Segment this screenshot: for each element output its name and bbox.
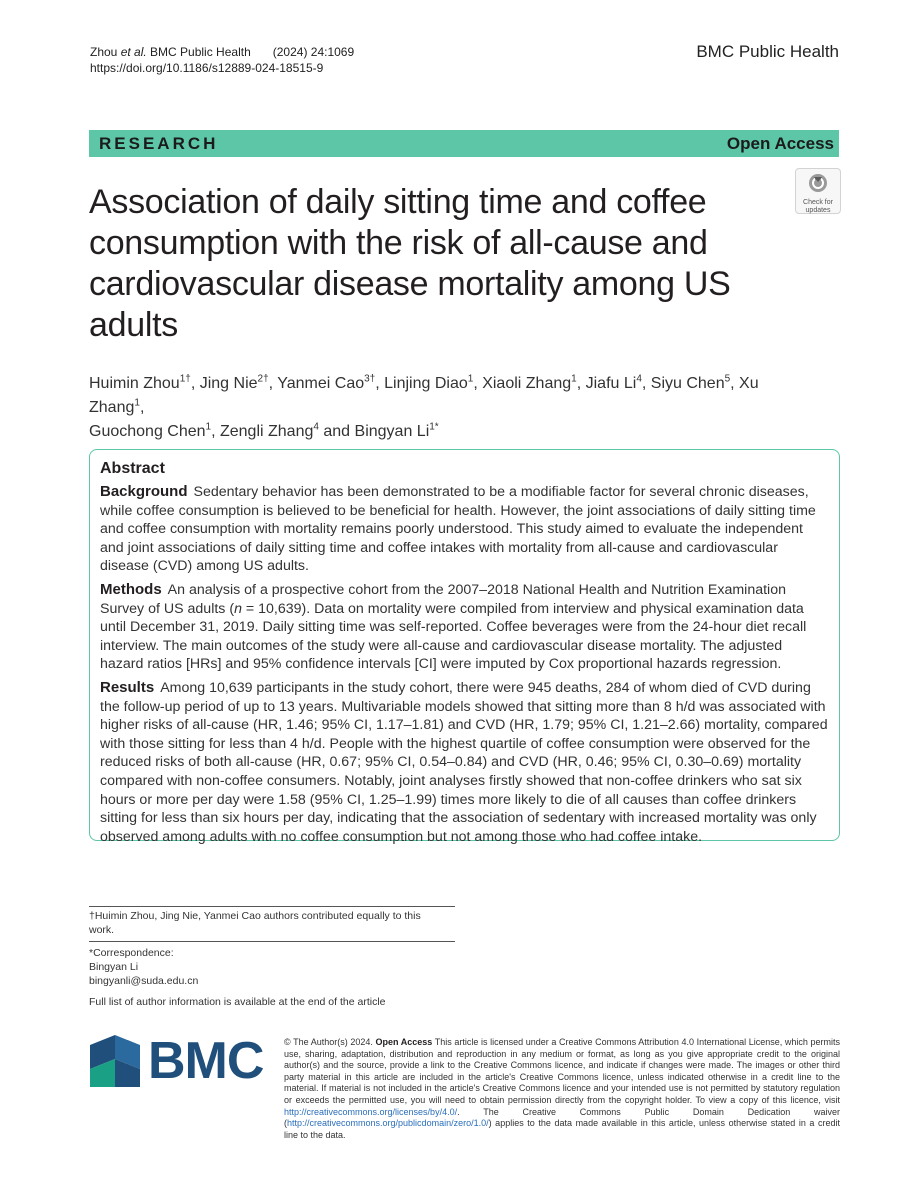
equal-contribution-note: †Huimin Zhou, Jing Nie, Yanmei Cao authors contributed equally to this work. [89, 910, 421, 936]
methods-text-1: An analysis of a prospective cohort from the 2007–2018 National Health and Nutrition Examination Survey of US adults ( [100, 581, 786, 617]
author-name: Bingyan Li [354, 423, 430, 440]
bmc-wordmark: BMC [148, 1032, 264, 1090]
author-affiliation: 4 [636, 373, 642, 385]
check-updates-icon [808, 173, 828, 193]
author-name: Yanmei Cao [277, 375, 365, 392]
article-title: Association of daily sitting time and coffee consumption with the risk of all-cause and cardiovascular disease mortality among US adults [89, 183, 731, 344]
results-label: Results [100, 678, 155, 696]
abstract-results [100, 679, 828, 846]
section-label: RESEARCH [99, 134, 219, 153]
open-access-label: Open Access [726, 134, 834, 153]
author-separator: , [375, 375, 385, 392]
author-affiliation: 3† [364, 373, 376, 385]
author-info-note: Full list of author information is available at the end of the article [89, 996, 386, 1008]
journal-name: BMC Public Health [696, 42, 839, 61]
author-separator: , [190, 375, 200, 392]
methods-label: Methods [100, 580, 162, 598]
author-affiliation: 1 [205, 421, 212, 433]
abstract-box [89, 449, 840, 845]
author-affiliation: 1 [571, 373, 577, 385]
author-name: Guochong Chen [89, 423, 206, 440]
bmc-logo-icon [90, 1035, 140, 1087]
author-affiliation: 4 [313, 421, 319, 433]
copyright: © The Author(s) 2024. [284, 1037, 373, 1047]
author-separator: , [139, 399, 145, 416]
author-separator: , [268, 375, 278, 392]
background-label: Background [100, 483, 188, 500]
background-text: Sedentary behavior has been demonstrated to be a modifiable factor for several chronic diseases, while coffee consumption is believed to be beneficial for health. However, the joint associations of daily sitting time and coffee consumption with mortality remains poorly understood. This study aimed to evaluate the independent and joint associations of daily sitting time and coffee intakes with mortality from all-cause and cardiovascular disease (CVD) among US adults. [100, 484, 816, 575]
author-separator: , [730, 375, 740, 392]
research-bar [89, 130, 839, 157]
correspondence-block [89, 946, 429, 988]
abstract-methods [100, 581, 828, 674]
license-text-1: This article is licensed under a Creative Commons Attribution 4.0 International License, which permits use, sharing, adaptation, distribution and reproduction in any medium or format, as long as you give appropriate credit to the original author(s) and the source, provide a link to the Creative Commons licence, and indicate if changes were made. The images or other third party material in this article are included in the article's Creative Commons licence, unless indicated otherwise in a credit line to the material. If material is not included in the article's Creative Commons licence and your intended use is not permitted by statutory regulation or exceeds the permitted use, you will need to obtain permission directly from the copyright holder. To view a copy of this licence, visit [284, 1037, 840, 1105]
methods-text-2: = 10,639). Data on mortality were compiled from interview and physical examination data until December 31, 2019. Daily sitting time was self-reported. Coffee beverages were from the 24-hour diet recall interview. The main outcomes of the study were all-cause and cardiovascular disease mortality. The adjusted hazard ratios [HRs] and 95% confidence intervals [CI] were imputed by Cox proportional hazards regression. [100, 600, 807, 673]
author-affiliation: 1 [467, 373, 474, 385]
check-for-updates-button[interactable] [795, 168, 841, 214]
citation-line [90, 44, 354, 60]
author-name: Jing Nie [199, 375, 258, 392]
author-affiliation: 1* [429, 421, 439, 433]
check-updates-line1: Check for [803, 199, 833, 206]
author-affiliation: 5 [724, 373, 731, 385]
author-name: Xu Zhang [89, 375, 759, 416]
author-separator: and [318, 423, 355, 440]
check-updates-line2: updates [805, 207, 831, 214]
abstract-background [100, 483, 828, 576]
author-list [89, 372, 789, 444]
license-text-2: . The Creative Commons Public Domain Dedication waiver ( [284, 1106, 840, 1129]
running-head [90, 44, 354, 76]
license-text-3: ) applies to the data made available in this article, unless otherwise stated in a credit line to the data. [284, 1118, 840, 1140]
doi-link[interactable]: https://doi.org/10.1186/s12889-024-18515-9 [90, 61, 324, 75]
author-affiliation: 1† [179, 373, 191, 385]
correspondence-label: *Correspondence: [89, 947, 174, 959]
author-name: Linjing Diao [384, 375, 468, 392]
author-separator: , [641, 375, 651, 392]
author-separator: , [211, 423, 220, 440]
author-affiliation: 2† [257, 373, 269, 385]
footnote-rule-top [89, 906, 455, 907]
license-link-1[interactable]: http://creativecommons.org/licenses/by/4.0/ [284, 1106, 458, 1117]
author-name: Huimin Zhou [89, 375, 180, 392]
author-separator: , [576, 375, 586, 392]
citation-journal: BMC Public Health [146, 45, 251, 59]
results-text: Among 10,639 participants in the study cohort, there were 945 deaths, 284 of whom died of CVD during the follow-up period of up to 13 years. Multivariable models showed that sitting more than 8 h/d was associated with higher risks of all-cause (HR, 1.46; 95% CI, 1.17–1.81) and CVD (HR, 1.79; 95% CI, 1.21–2.66) mortality, compared with those sitting for less than 4 h/d. People with the highest quartile of coffee consumption were observed for the reduced risks of both all-cause (HR, 0.67; 95% CI, 0.54–0.84) and CVD (HR, 0.46; 95% CI, 0.30–0.69) mortality compared with non-coffee consumers. Notably, joint analyses firstly showed that non-coffee drinkers who sat six hours or more per day were 1.58 (95% CI, 1.25–1.99) times more likely to die of all causes than coffee drinkers sitting for less than six hours per day, indicating that the association of sedentary with increased mortality was only observed among adults with no coffee consumption but not among those who had coffee intake. [100, 679, 828, 845]
methods-n: n [234, 600, 242, 617]
author-separator: , [473, 375, 483, 392]
license-link-2[interactable]: http://creativecommons.org/publicdomain/zero/1.0/ [287, 1118, 489, 1129]
correspondence-name: Bingyan Li [89, 961, 139, 973]
citation-volume: (2024) 24:1069 [272, 45, 355, 59]
author-name: Xiaoli Zhang [482, 375, 572, 392]
author-name: Jiafu Li [585, 375, 637, 392]
author-affiliation: 1 [134, 397, 140, 409]
correspondence-email[interactable]: bingyanli@suda.edu.cn [89, 975, 199, 987]
author-name: Siyu Chen [650, 375, 725, 392]
footnote-rule-bottom [89, 941, 455, 942]
citation-etal: et al. [120, 45, 147, 59]
citation-authors: Zhou [90, 45, 121, 59]
license-text [284, 1037, 840, 1141]
abstract-heading: Abstract [100, 460, 165, 477]
author-name: Zengli Zhang [219, 423, 314, 440]
bmc-logo [90, 1032, 264, 1090]
license-open-access: Open Access [375, 1037, 433, 1047]
